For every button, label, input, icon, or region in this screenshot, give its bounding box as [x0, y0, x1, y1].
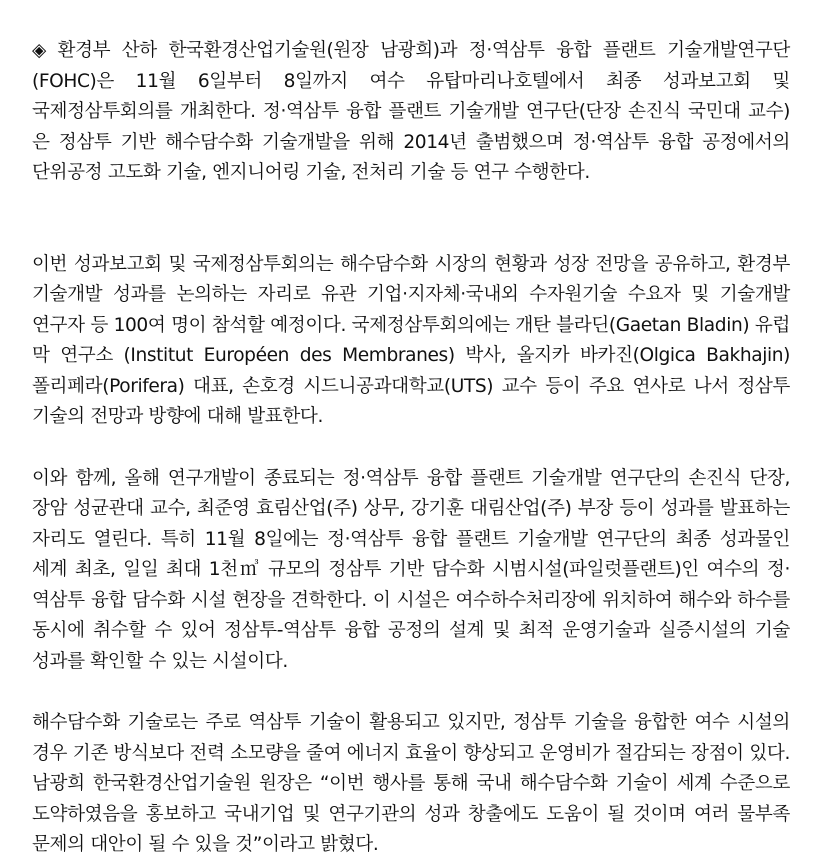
- paragraph-closing-quote: 해수담수화 기술로는 주로 역삼투 기술이 활용되고 있지만, 정삼투 기술을 융합한 여수 시설의 경우 기존 방식보다 전력 소모량을 줄여 에너지 효율이 향상되고 운영비가 절감되는 장점이 있다. 남광희 한국환경산업기술원 원장은 “이번 행사를 통해 국내 해수담수화 기술이 세계 수준으로 도약하였음을 홍보하고 국내기업 및 연구기관의 성과 창출에도 도움이 될 것이며 여러 물부족 문제의 대안이 될 수 있을 것”이라고 밝혔다.: [32, 712, 790, 855]
- paragraph-conference: 이번 성과보고회 및 국제정삼투회의는 해수담수화 시장의 현황과 성장 전망을 공유하고, 환경부 기술개발 성과를 논의하는 자리로 유관 기업·지자체·국내외 수자원기술 수요자 및 기술개발 연구자 등 100여 명이 참석할 예정이다. 국제정삼투회의에는 개탄 블라딘(Gaetan Bladin) 유럽 막 연구소 (Institut Européen des Membranes) 박사, 올지카 바카진(Olgica Bakhajin) 폴리페라(Porifera) 대표, 손호경 시드니공과대학교(UTS) 교수 등이 주요 연사로 나서 정삼투 기술의 전망과 방향에 대해 발표한다.: [32, 253, 790, 427]
- paragraph-intro: ◈ 환경부 산하 한국환경산업기술원(원장 남광희)과 정·역삼투 융합 플랜트 기술개발연구단(FOHC)은 11월 6일부터 8일까지 여수 유탑마리나호텔에서 최종 성과보고회 및 국제정삼투회의를 개최한다. 정·역삼투 융합 플랜트 기술개발 연구단(단장 손진식 국민대 교수)은 정삼투 기반 해수담수화 기술개발을 위해 2014년 출범했으며 정·역삼투 융합 공정에서의 단위공정 고도화 기술, 엔지니어링 기술, 전처리 기술 등 연구 수행한다.: [32, 40, 790, 183]
- article-body: [32, 36, 790, 861]
- paragraph-spacer: [32, 189, 790, 250]
- paragraph-spacer: [32, 677, 790, 708]
- paragraph-spacer: [32, 433, 790, 464]
- paragraph-site-tour: 이와 함께, 올해 연구개발이 종료되는 정·역삼투 융합 플랜트 기술개발 연구단의 손진식 단장, 장암 성균관대 교수, 최준영 효림산업(주) 상무, 강기훈 대림산업(주) 부장 등이 성과를 발표하는 자리도 열린다. 특히 11월 8일에는 정·역삼투 융합 플랜트 기술개발 연구단의 최종 성과물인 세계 최초, 일일 최대 1천㎥ 규모의 정삼투 기반 담수화 시범시설(파일럿플랜트)인 여수의 정·역삼투 융합 담수화 시설 현장을 견학한다. 이 시설은 여수하수처리장에 위치하여 해수와 하수를 동시에 취수할 수 있어 정삼투-역삼투 융합 공정의 설계 및 최적 운영기술과 실증시설의 기술 성과를 확인할 수 있는 시설이다.: [32, 467, 790, 672]
